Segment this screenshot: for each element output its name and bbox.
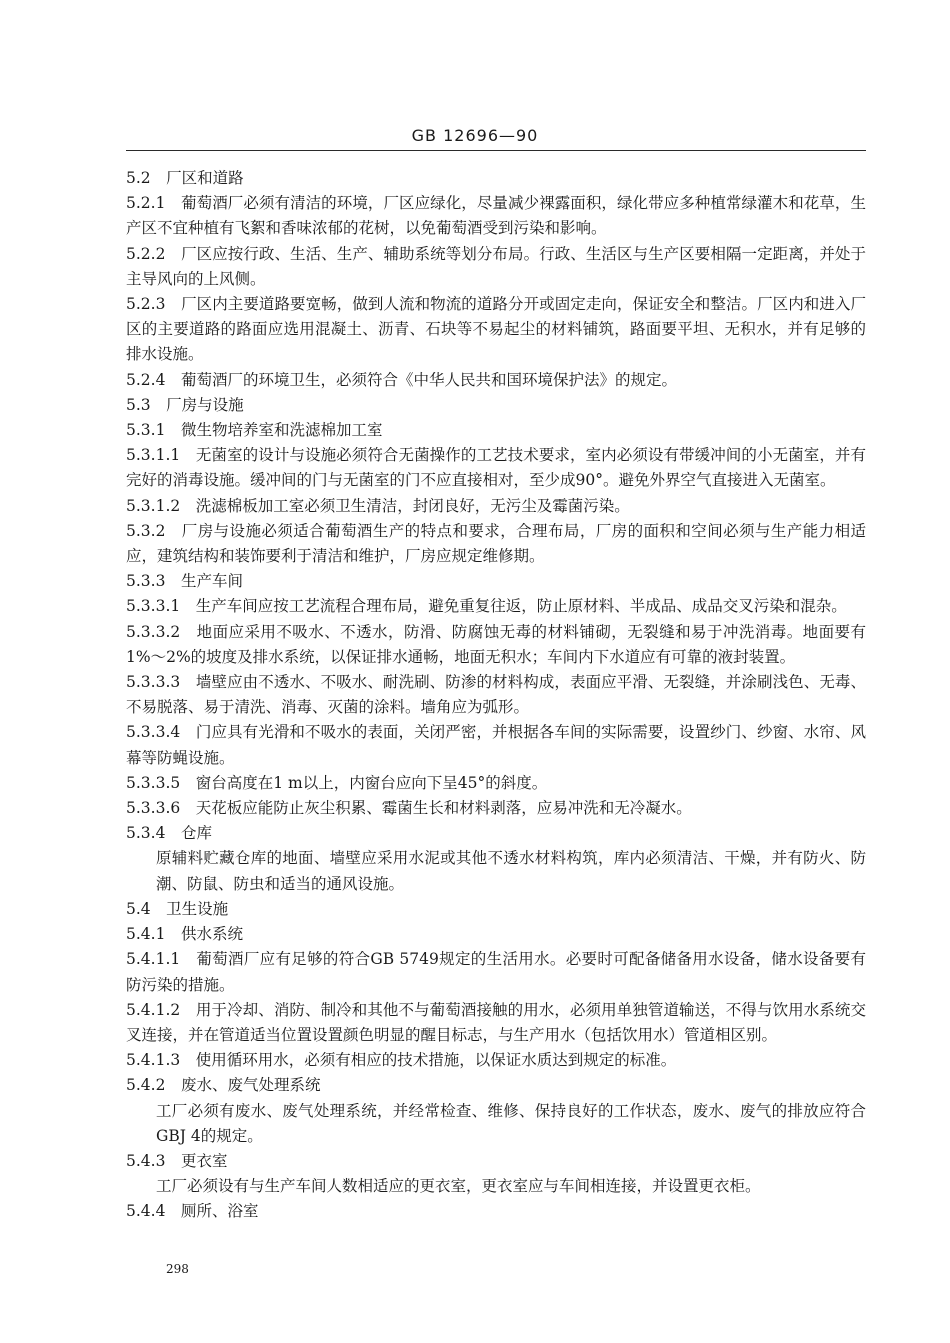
clause-paragraph: 5.3.3.2 地面应采用不吸水、不透水，防滑、防腐蚀无毒的材料铺砌，无裂缝和易于冲洗消毒。地面要有1%～2%的坡度及排水系统，以保证排水通畅，地面无积水；车间内下水道应有可靠的液封装置。: [126, 622, 866, 666]
clause-paragraph: 5.4.1.1 葡萄酒厂应有足够的符合GB 5749规定的生活用水。必要时可配备储备用水设备，储水设备要有防污染的措施。: [126, 950, 866, 994]
subsection-heading: 5.4.3 更衣室: [126, 1151, 228, 1170]
clause-paragraph: 5.4.1.2 用于冷却、消防、制冷和其他不与葡萄酒接触的用水，必须用单独管道输送，不得与饮用水系统交叉连接，并在管道适当位置设置颜色明显的醒目标志，与生产用水（包括饮用水）管道相区别。: [126, 1000, 866, 1044]
subsection-heading: 5.3.1 微生物培养室和洗滤棉加工室: [126, 421, 383, 440]
subsection-heading: 5.4.2 废水、废气处理系统: [126, 1076, 321, 1095]
section-heading: 5.3 厂房与设施: [126, 395, 244, 414]
clause-paragraph: 5.2.1 葡萄酒厂必须有清洁的环境，厂区应绿化，尽量减少裸露面积，绿化带应多种植常绿灌木和花草，生产区不宜种植有飞絮和香味浓郁的花树，以免葡萄酒受到污染和影响。: [126, 194, 866, 238]
clause-paragraph: 5.2.4 葡萄酒厂的环境卫生，必须符合《中华人民共和国环境保护法》的规定。: [126, 370, 677, 389]
clause-paragraph: 5.3.1.2 洗滤棉板加工室必须卫生清洁，封闭良好，无污尘及霉菌污染。: [126, 496, 630, 515]
document-header: GB 12696—90: [411, 126, 539, 145]
clause-paragraph: 5.3.3.4 门应具有光滑和不吸水的表面，关闭严密，并根据各车间的实际需要，设置纱门、纱窗、水帘、风幕等防蝇设施。: [126, 723, 866, 767]
subsection-heading: 5.4.4 厕所、浴室: [126, 1202, 259, 1221]
section-heading: 5.2 厂区和道路: [126, 169, 244, 187]
clause-paragraph: 5.4.1.3 使用循环用水，必须有相应的技术措施，以保证水质达到规定的标准。: [126, 1051, 677, 1070]
page-number: 298: [166, 1262, 189, 1276]
clause-paragraph: 5.3.1.1 无菌室的设计与设施必须符合无菌操作的工艺技术要求，室内必须设有带缓冲间的小无菌室，并有完好的消毒设施。缓冲间的门与无菌室的门不应直接相对，至少成90°。避免外界空气直接进入无菌室。: [126, 446, 866, 490]
section-heading: 5.4 卫生设施: [126, 899, 229, 918]
body-paragraph: 工厂必须设有与生产车间人数相适应的更衣室，更衣室应与车间相连接，并设置更衣柜。: [156, 1177, 761, 1196]
clause-paragraph: 5.3.3.5 窗台高度在1 m以上，内窗台应向下呈45°的斜度。: [126, 773, 548, 792]
body-paragraph: 原辅料贮藏仓库的地面、墙壁应采用水泥或其他不透水材料构筑，库内必须清洁、干燥，并有防火、防潮、防鼠、防虫和适当的通风设施。: [156, 849, 866, 893]
clause-paragraph: 5.2.2 厂区应按行政、生活、生产、辅助系统等划分布局。行政、生活区与生产区要相隔一定距离，并处于主导风向的上风侧。: [126, 244, 866, 288]
subsection-heading: 5.3.3 生产车间: [126, 572, 243, 591]
clause-paragraph: 5.2.3 厂区内主要道路要宽畅，做到人流和物流的道路分开或固定走向，保证安全和整洁。厂区内和进入厂区的主要道路的路面应选用混凝土、沥青、石块等不易起尘的材料铺筑，路面要平坦、无积水，并有足够的排水设施。: [126, 295, 866, 364]
document-body: [126, 166, 866, 1225]
header-divider: [126, 150, 866, 151]
clause-paragraph: 5.3.2 厂房与设施必须适合葡萄酒生产的特点和要求，合理布局，厂房的面积和空间必须与生产能力相适应，建筑结构和装饰要利于清洁和维护，厂房应规定维修期。: [126, 521, 866, 566]
clause-paragraph: 5.3.3.3 墙壁应由不透水、不吸水、耐洗刷、防渗的材料构成，表面应平滑、无裂缝，并涂刷浅色、无毒、不易脱落、易于清洗、消毒、灭菌的涂料。墙角应为弧形。: [126, 673, 866, 717]
subsection-heading: 5.4.1 供水系统: [126, 925, 243, 944]
clause-paragraph: 5.3.3.6 天花板应能防止灰尘积累、霉菌生长和材料剥落，应易冲洗和无冷凝水。: [126, 799, 692, 818]
subsection-heading: 5.3.4 仓库: [126, 824, 212, 843]
body-paragraph: 工厂必须有废水、废气处理系统，并经常检查、维修、保持良好的工作状态，废水、废气的排放应符合GBJ 4的规定。: [156, 1101, 866, 1145]
clause-paragraph: 5.3.3.1 生产车间应按工艺流程合理布局，避免重复往返，防止原材料、半成品、成品交叉污染和混杂。: [126, 597, 847, 616]
